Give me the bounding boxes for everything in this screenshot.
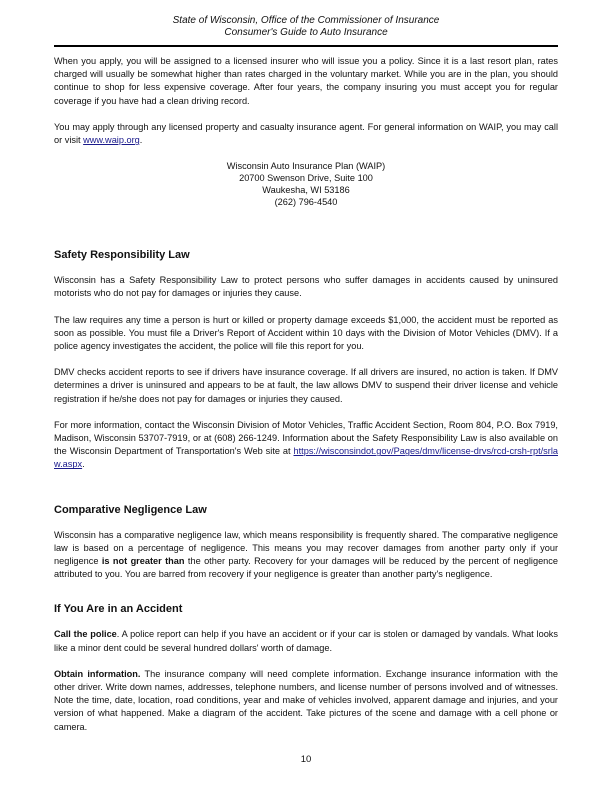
page-content [54, 55, 558, 747]
safety-heading: Safety Responsibility Law [54, 249, 190, 262]
accident-paragraph-2 [54, 668, 558, 734]
obtain-info-text: The insurance company will need complete information. Exchange insurance information with the other driver. Write down names, addresses, telephone numbers, and license number of persons involved and of witnesses. Note the time, date, location, road conditions, year and make of vehicles involved, apparent damage and injuries, and your version of what happened. Make a diagram of the accident. Take pictures of the scene and damage with a cell phone or camera. [54, 668, 558, 732]
accident-heading: If You Are in an Accident [54, 603, 183, 616]
safety-end: . [82, 459, 85, 470]
negligence-text-b: the other party. Recovery for your damages will be reduced by the percent of negligence attributed to you. You are barred from recovery if your negligence is greater than another party's negligence. [54, 556, 558, 580]
negligence-heading: Comparative Negligence Law [54, 503, 207, 516]
negligence-text-a: Wisconsin has a comparative negligence law, which means responsibility is frequently shared. The comparative negligence law is based on a percentage of negligence. This means you may recover damages from another party only if your negligence [54, 529, 558, 567]
waip-address [54, 160, 558, 208]
intro-paragraph-1: When you apply, you will be assigned to a licensed insurer who will issue you a policy. Since it is a last resort plan, rates charged will usually be somewhat higher than rates charged in the voluntary market. While you are in the plan, you should continue to shop for less expensive coverage. After four years, the company insuring you must accept you for regular coverage if you have had a clean driving record. [54, 56, 558, 106]
page-number: 10 [300, 754, 312, 765]
safety-paragraph-3: DMV checks accident reports to see if drivers have insurance coverage. If all drivers are insured, no action is taken. If DMV determines a driver is uninsured and appears to be at fault, the law allows DMV to suspend their driver license and vehicle registration if he/she does not pay for damages or injuries they caused. [54, 367, 558, 404]
obtain-info-bold: Obtain information. [54, 668, 141, 679]
address-street: 20700 Swenson Drive, Suite 100 [239, 173, 373, 184]
intro-text: You may apply through any licensed property and casualty insurance agent. For general information on WAIP, you may call or visit [54, 121, 558, 146]
page-header [54, 15, 558, 39]
header-line-1: State of Wisconsin, Office of the Commissioner of Insurance [172, 15, 440, 26]
call-police-bold: Call the police [54, 629, 117, 640]
intro-end: . [139, 135, 143, 146]
safety-text: For more information, contact the Wisconsin Division of Motor Vehicles, Traffic Accident Section, Room 804, P.O. Box 7919, Madison, Wisconsin 53707-7919, or at (608) 266-1249. Information about the Safety Responsibility Law is also available on the Wisconsin Department of Transportation's Web site at [54, 419, 558, 457]
safety-paragraph-4 [54, 419, 558, 472]
header-line-2: Consumer's Guide to Auto Insurance [224, 27, 388, 38]
safety-paragraph-1: Wisconsin has a Safety Responsibility Law to protect persons who suffer damages in accidents caused by uninsured motorists who do not pay for damages or injuries they cause. [54, 275, 558, 299]
waip-link[interactable]: www.waip.org [83, 135, 140, 146]
header-rule [54, 45, 558, 47]
wisdot-link[interactable]: https://wisconsindot.gov/Pages/dmv/license-drvs/rcd-crsh-rpt/srlaw.aspx [54, 446, 558, 470]
address-name: Wisconsin Auto Insurance Plan (WAIP) [226, 161, 386, 172]
negligence-paragraph [54, 529, 558, 582]
intro-paragraph-2 [54, 121, 558, 147]
call-police-text: . A police report can help if you have an accident or if your car is stolen or damaged by vandals. What looks like a minor dent could be several hundred dollars' worth of damage. [54, 629, 558, 653]
negligence-bold: is not greater than [101, 556, 185, 567]
safety-paragraph-2: The law requires any time a person is hurt or killed or property damage exceeds $1,000, the accident must be reported as soon as possible. You must file a Driver's Report of Accident within 10 days with the Division of Motor Vehicles (DMV). If a police agency investigates the accident, the police will file this report for you. [54, 314, 558, 352]
accident-paragraph-1 [54, 628, 558, 654]
address-phone: (262) 796-4540 [274, 197, 338, 208]
address-city: Waukesha, WI 53186 [262, 185, 350, 196]
